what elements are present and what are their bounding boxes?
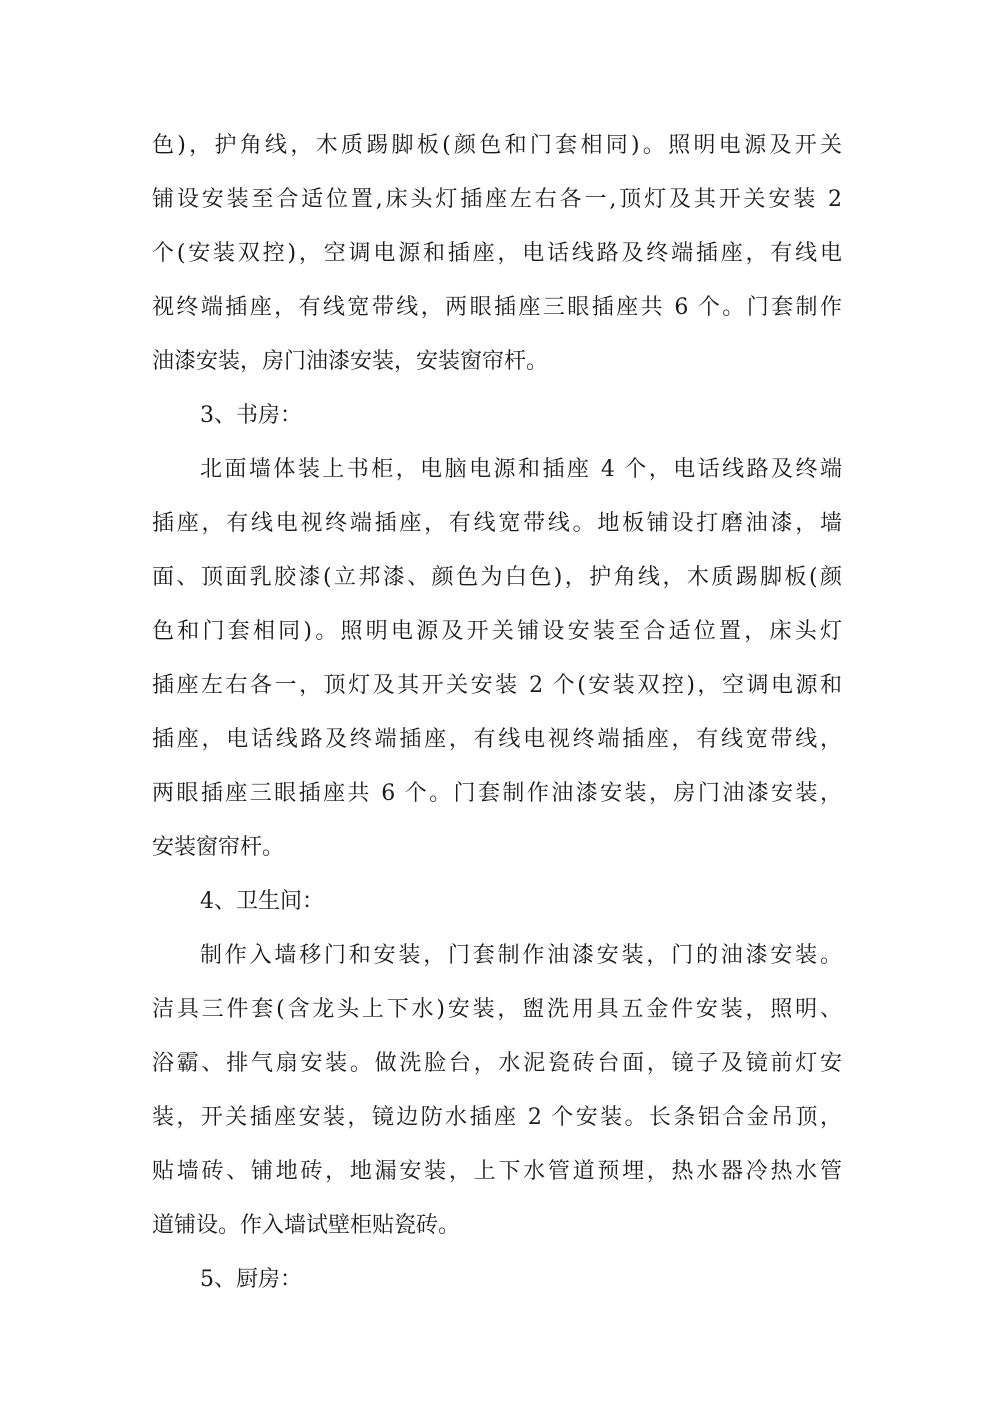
paragraph-line: 制作入墙移门和安装，门套制作油漆安装，门的油漆安装。: [200, 943, 842, 968]
paragraph-line: 道铺设。作入墙试壁柜贴瓷砖。: [152, 1213, 461, 1238]
paragraph-line: 色和门套相同)。照明电源及开关铺设安装至合适位置，床头灯: [152, 619, 842, 644]
paragraph-line: 插座，有线电视终端插座，有线宽带线。地板铺设打磨油漆，墙: [152, 511, 842, 536]
paragraph-line: 贴墙砖、铺地砖，地漏安装，上下水管道预埋，热水器冷热水管: [152, 1159, 842, 1184]
paragraph-line: 洁具三件套(含龙头上下水)安装，盥洗用具五金件安装，照明、: [152, 997, 842, 1022]
paragraph-line: 个(安装双控)，空调电源和插座，电话线路及终端插座，有线电: [152, 241, 842, 266]
paragraph-line: 插座左右各一，顶灯及其开关安装 2 个(安装双控)，空调电源和: [152, 673, 842, 698]
paragraph-line: 插座，电话线路及终端插座，有线电视终端插座，有线宽带线，: [152, 727, 842, 752]
paragraph-line: 两眼插座三眼插座共 6 个。门套制作油漆安装，房门油漆安装，: [152, 781, 842, 806]
paragraph-line: 视终端插座，有线宽带线，两眼插座三眼插座共 6 个。门套制作: [152, 295, 842, 320]
paragraph-line: 北面墙体装上书柜，电脑电源和插座 4 个，电话线路及终端: [200, 457, 842, 482]
paragraph-line: 面、顶面乳胶漆(立邦漆、颜色为白色)，护角线，木质踢脚板(颜: [152, 565, 842, 590]
paragraph-line: 浴霸、排气扇安装。做洗脸台，水泥瓷砖台面，镜子及镜前灯安: [152, 1051, 842, 1076]
section-heading-study: 3、书房：: [200, 403, 302, 428]
paragraph-line: 安装窗帘杆。: [152, 835, 285, 860]
section-heading-bathroom: 4、卫生间：: [200, 889, 324, 914]
paragraph-line: 油漆安装，房门油漆安装，安装窗帘杆。: [152, 349, 549, 374]
paragraph-line: 铺设安装至合适位置,床头灯插座左右各一,顶灯及其开关安装 2: [152, 187, 842, 212]
paragraph-line: 装，开关插座安装，镜边防水插座 2 个安装。长条铝合金吊顶，: [152, 1105, 842, 1130]
paragraph-line: 色)，护角线，木质踢脚板(颜色和门套相同)。照明电源及开关: [152, 133, 842, 158]
section-heading-kitchen: 5、厨房：: [200, 1267, 302, 1292]
